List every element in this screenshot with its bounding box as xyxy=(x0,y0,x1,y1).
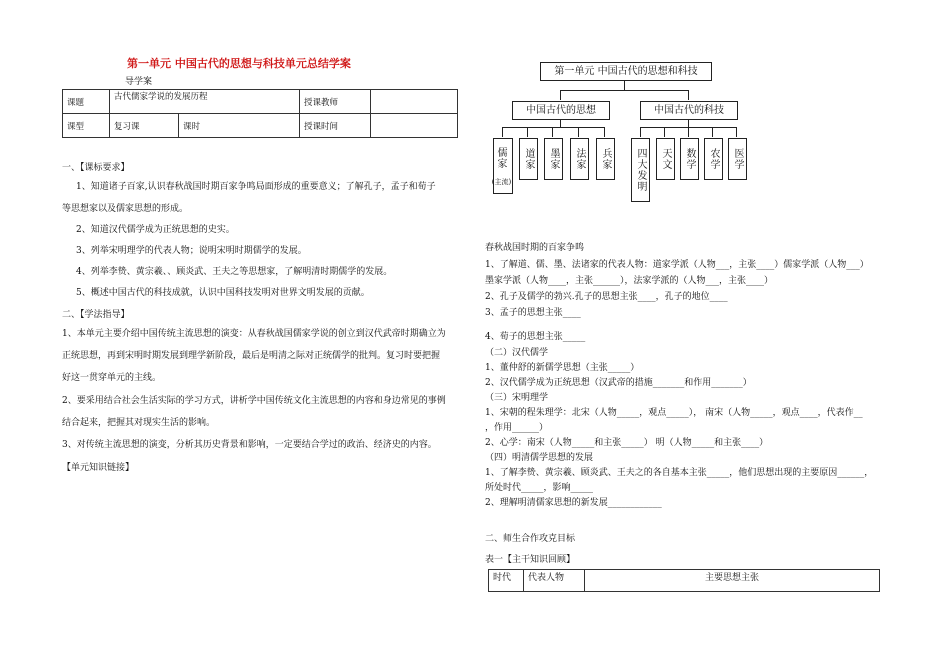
leaf-connector xyxy=(736,127,737,137)
diagram-root: 第一单元 中国古代的思想和科技 xyxy=(540,62,712,81)
to-left-branch xyxy=(560,90,561,100)
leaf-astronomy: 天文 xyxy=(656,138,675,180)
review-line: 春秋战国时期的百家争鸣 xyxy=(485,243,585,253)
root-connector xyxy=(624,80,625,90)
hours-cell xyxy=(179,114,300,138)
review-line: 1、宋朝的程朱理学：北宋（人物_____，观点_____）， 南宋（人物_____，观点____，代表作__ xyxy=(485,408,863,418)
sec2-para: 正统思想，再到宋明时期发展到理学新阶段，最后是明清之际对正统儒学的批判。复习时要把握 xyxy=(62,351,441,361)
topic-label: 课题 xyxy=(63,90,110,114)
table1-header-ideas: 主要思想主张 xyxy=(585,570,880,592)
leaf-connector xyxy=(688,127,689,137)
review-line: 2、心学：南宋（人物_____和主张_____） 明（人物_____和主张____） xyxy=(485,438,769,448)
leaf-connector xyxy=(712,127,713,137)
review-line: 2、孔子及儒学的勃兴.孔子的思想主张____，孔子的地位____ xyxy=(485,292,728,302)
sec2-para: 好这一贯穿单元的主线。 xyxy=(62,373,162,383)
review-line: 1、董仲舒的新儒学思想（主张_____） xyxy=(485,363,640,373)
section1-heading: 一、【课标要求】 xyxy=(62,163,130,173)
branch-science: 中国古代的科技 xyxy=(640,101,738,120)
lesson-info-table xyxy=(62,89,458,138)
review-line: 所处时代_____，影响_____ xyxy=(485,483,594,493)
type-value: 复习课 xyxy=(110,114,179,138)
to-right-branch xyxy=(688,90,689,100)
leaf-mathematics: 数学 xyxy=(680,138,699,180)
sec2-para: 3、对传统主流思想的演变，分析其历史背景和影响，一定要结合学过的政治、经济史的内容。 xyxy=(62,440,437,450)
sec2-para: 2、要采用结合社会生活实际的学习方式，讲析学中国传统文化主流思想的内容和身边常见的事例 xyxy=(62,396,446,406)
leaf-connector xyxy=(552,127,553,137)
page-title: 第一单元 中国古代的思想与科技单元总结学案 xyxy=(127,57,351,70)
time-label: 授课时间 xyxy=(300,114,371,138)
topic-value: 古代儒家学说的发展历程 xyxy=(110,90,300,114)
sec1-item: 4、列举李贽、黄宗羲、、顾炎武、王夫之等思想家，了解明清时期儒学的发展。 xyxy=(76,267,393,277)
section3-heading: 【单元知识链接】 xyxy=(62,463,135,473)
sec2-para: 1、本单元主要介绍中国传统主流思想的演变：从春秋战国儒家学说的创立到汉代武帝时期确立为 xyxy=(62,329,446,339)
type-label: 课型 xyxy=(63,114,110,138)
leaf-confucianism xyxy=(493,138,513,194)
teacher-label: 授课教师 xyxy=(300,90,371,114)
root-hbar xyxy=(560,90,688,91)
section2-heading: 二、【学法指导】 xyxy=(62,310,130,320)
leaf-medicine: 医学 xyxy=(728,138,747,180)
sec1-item: 5、概述中国古代的科技成就，认识中国科技发明对世界文明发展的贡献。 xyxy=(76,288,370,298)
review-line: 2、汉代儒学成为正统思想（汉武帝的措施_______和作用_______） xyxy=(485,378,752,388)
sec1-item: 1、知道诸子百家,认识春秋战国时期百家争鸣局面形成的重要意义；了解孔子，孟子和荀子 xyxy=(76,182,436,192)
review-line: 墨家学派（人物____，主张______），法家学派的（人物___，主张____） xyxy=(485,276,774,286)
leaf-connector xyxy=(527,127,528,137)
sec1-item: 2、知道汉代儒学成为正统思想的史实。 xyxy=(76,225,235,235)
teacher-value xyxy=(371,90,458,114)
thought-connector xyxy=(560,119,561,127)
leaf-agriculture: 农学 xyxy=(704,138,723,180)
leaf-confucianism-sub: (主流) xyxy=(491,178,512,186)
hours-label: 课时 xyxy=(183,121,201,132)
leaf-legalism: 法家 xyxy=(570,138,589,180)
review-line: （二）汉代儒学 xyxy=(485,348,549,358)
thought-hbar xyxy=(502,127,604,128)
section2-right-heading: 二、师生合作攻克目标 xyxy=(485,534,576,544)
leaf-confucianism-label: 儒家 xyxy=(495,147,506,169)
review-line: （四）明清儒学思想的发展 xyxy=(485,453,594,463)
time-value xyxy=(371,114,458,138)
review-line: 2、理解明清儒家思想的新发展____________ xyxy=(485,498,662,508)
leaf-daoism: 道家 xyxy=(519,138,538,180)
leaf-mohism: 墨家 xyxy=(544,138,563,180)
review-line: （三）宋明理学 xyxy=(485,393,549,403)
science-connector xyxy=(688,119,689,127)
leaf-connector xyxy=(502,127,503,137)
review-line: 4、荀子的思想主张_____ xyxy=(485,332,586,342)
sec1-item: 3、列举宋明理学的代表人物；说明宋明时期儒学的发展。 xyxy=(76,246,307,256)
table1-caption: 表一【主干知识回顾】 xyxy=(485,555,576,565)
review-line: 1、了解李贽、黄宗羲、顾炎武、王夫之的各自基本主张_____，他们思想出现的主要原因______， xyxy=(485,468,874,478)
sec2-para: 结合起来，把握其对现实生活的影响。 xyxy=(62,418,216,428)
sec1-item: 等思想家以及儒家思想的形成。 xyxy=(62,204,189,214)
leaf-connector xyxy=(578,127,579,137)
branch-thought: 中国古代的思想 xyxy=(512,101,610,120)
table1-header-era: 时代 xyxy=(489,570,524,592)
knowledge-review-table xyxy=(488,569,880,592)
table1-header-figures: 代表人物 xyxy=(524,570,585,592)
leaf-connector xyxy=(604,127,605,137)
review-line: 1、了解道、儒、墨、法诸家的代表人物：道家学派（人物___，主张____）儒家学派（人物___） xyxy=(485,260,869,270)
review-line: 3、孟子的思想主张____ xyxy=(485,308,581,318)
leaf-military: 兵家 xyxy=(596,138,615,180)
page-subtitle: 导学案 xyxy=(125,77,153,87)
leaf-four-inventions: 四大发明 xyxy=(631,138,650,202)
leaf-connector xyxy=(664,127,665,137)
leaf-connector xyxy=(640,127,641,137)
review-line: ，作用______） xyxy=(485,423,549,433)
